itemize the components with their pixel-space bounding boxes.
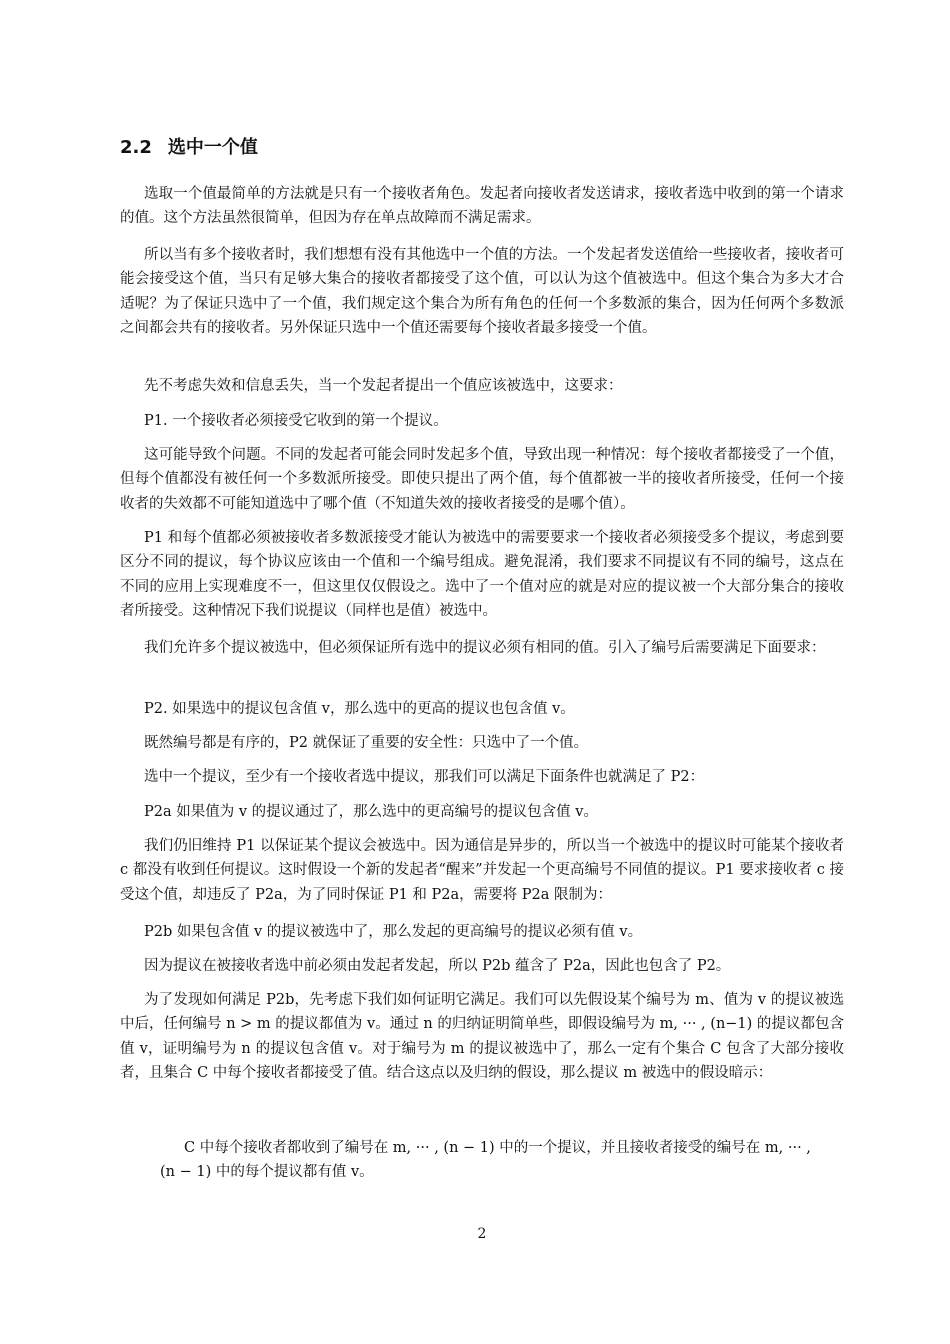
paragraph-4: 这可能导致个问题。不同的发起者可能会同时发起多个值，导致出现一种情况：每个接收者都接受了一个值，但每个值都没有被任何一个多数派所接受。即使只提出了两个值，每个值都被一半的接收者所接受，任何一个接收者的失效都不可能知道选中了哪个值（不知道失效的接收者接受的是哪个值）。 <box>120 447 844 512</box>
section-title: 选中一个值 <box>167 137 258 158</box>
paragraph-9: 我们仍旧维持 P1 以保证某个提议会被选中。因为通信是异步的，所以当一个被选中的提议时可能某个接收者 c 都没有收到任何提议。这时假设一个新的发起者“醒来”并发起一个更高编号不同值的提议。P1 要求接收者 c 接受这个值，却违反了 P2a，为了同时保证 P1 和 P2a，需要将 P2a 限制为： <box>120 838 844 903</box>
block-quote: C 中每个接收者都收到了编号在 m, ··· , (n − 1) 中的一个提议，并且接收者接受的编号在 m, ··· , (n − 1) 中的每个提议都有值 v。 <box>160 1140 811 1181</box>
requirement-p2b: P2b 如果包含值 v 的提议被选中了，那么发起的更高编号的提议必须有值 v。 <box>144 924 643 940</box>
paragraph-3: 先不考虑失效和信息丢失，当一个发起者提出一个值应该被选中，这要求： <box>144 378 623 394</box>
requirement-p1: P1. 一个接收者必须接受它收到的第一个提议。 <box>144 413 448 429</box>
paragraph-7: 既然编号都是有序的，P2 就保证了重要的安全性：只选中了一个值。 <box>144 735 589 751</box>
paragraph-10: 因为提议在被接收者选中前必须由发起者发起，所以 P2b 蕴含了 P2a，因此也包含了 P2。 <box>144 958 731 974</box>
paragraph-5: P1 和每个值都必须被接收者多数派接受才能认为被选中的需要要求一个接收者必须接受多个提议，考虑到要区分不同的提议，每个协议应该由一个值和一个编号组成。避免混淆，我们要求不同提议有不同的编号，这点在不同的应用上实现难度不一，但这里仅仅假设之。选中了一个值对应的就是对应的提议被一个大部分集合的接收者所接受。这种情况下我们说提议（同样也是值）被选中。 <box>120 530 844 620</box>
paragraph-11: 为了发现如何满足 P2b，先考虑下我们如何证明它满足。我们可以先假设某个编号为 m、值为 v 的提议被选中后，任何编号 n > m 的提议都值为 v。通过 n 的归纳证明简单些，即假设编号为 m, ··· , (n−1) 的提议都包含值 v，证明编号为 n 的提议包含值 v。对于编号为 m 的提议被选中了，那么一定有个集合 C 包含了大部分接收者，且集合 C 中每个接收者都接受了值。结合这点以及归纳的假设，那么提议 m 被选中的假设暗示： <box>120 992 844 1082</box>
requirement-p2: P2. 如果选中的提议包含值 v，那么选中的更高的提议也包含值 v。 <box>144 701 575 717</box>
paragraph-1: 选取一个值最简单的方法就是只有一个接收者角色。发起者向接收者发送请求，接收者选中收到的第一个请求的值。这个方法虽然很简单，但因为存在单点故障而不满足需求。 <box>120 186 844 227</box>
paragraph-2: 所以当有多个接收者时，我们想想有没有其他选中一个值的方法。一个发起者发送值给一些接收者，接收者可能会接受这个值，当只有足够大集合的接收者都接受了这个值，可以认为这个值被选中。但这个集合为多大才合适呢？为了保证只选中了一个值，我们规定这个集合为所有角色的任何一个多数派的集合，因为任何两个多数派之间都会共有的接收者。另外保证只选中一个值还需要每个接收者最多接受一个值。 <box>120 247 844 337</box>
requirement-p2a: P2a 如果值为 v 的提议通过了，那么选中的更高编号的提议包含值 v。 <box>144 804 598 820</box>
section-heading <box>120 133 258 159</box>
paragraph-6: 我们允许多个提议被选中，但必须保证所有选中的提议必须有相同的值。引入了编号后需要满足下面要求： <box>144 640 826 656</box>
section-number: 2.2 <box>120 137 152 158</box>
page-number: 2 <box>477 1226 487 1242</box>
paragraph-8: 选中一个提议，至少有一个接收者选中提议，那我们可以满足下面条件也就满足了 P2： <box>144 769 705 785</box>
